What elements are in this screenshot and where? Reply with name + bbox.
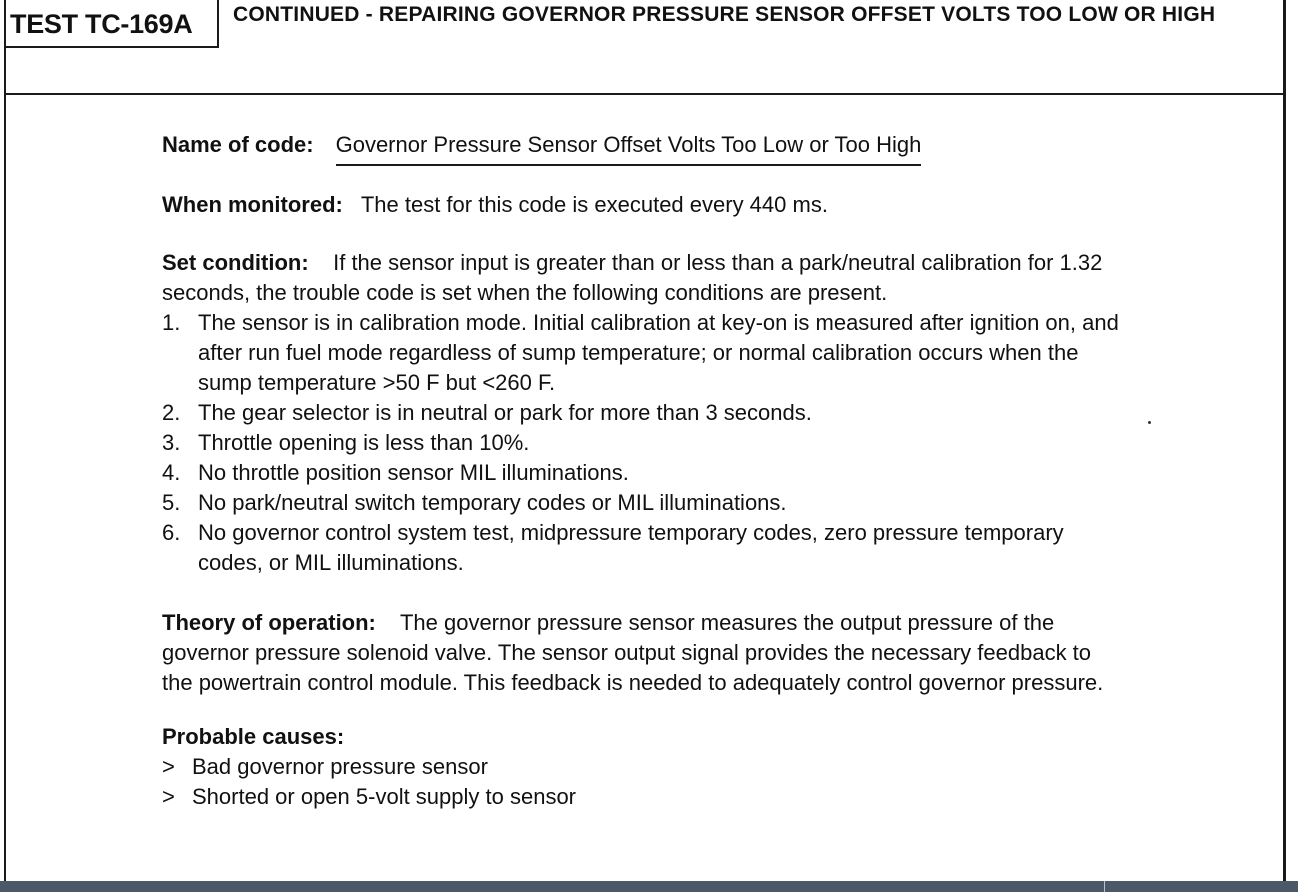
scan-speck: [1148, 421, 1151, 424]
condition-item: [162, 398, 1122, 428]
condition-text: No park/neutral switch temporary codes or MIL illuminations.: [198, 490, 787, 515]
set-condition-text: If the sensor input is greater than or less than a park/neutral calibration for 1.32 seconds, the trouble code is set when the following conditions are present.: [162, 250, 1103, 305]
viewer-bottom-bar: [0, 881, 1298, 892]
probable-causes-label: Probable causes:: [162, 724, 345, 749]
cause-marker-icon: >: [162, 754, 175, 779]
bottom-bar-divider: [1104, 881, 1105, 892]
condition-item: [162, 308, 1122, 398]
condition-item: [162, 518, 1122, 578]
cause-item: [162, 782, 1122, 812]
condition-text: No governor control system test, midpressure temporary codes, zero pressure temporary codes, or MIL illuminations.: [198, 520, 1064, 575]
condition-number: 6.: [162, 520, 181, 545]
condition-number: 5.: [162, 490, 181, 515]
header-band: [6, 0, 1283, 95]
condition-text: The gear selector is in neutral or park for more than 3 seconds.: [198, 400, 812, 425]
cause-text: Shorted or open 5-volt supply to sensor: [192, 784, 577, 809]
cause-marker-icon: >: [162, 784, 175, 809]
cause-item: [162, 752, 1122, 782]
when-monitored-paragraph: [162, 190, 1122, 220]
when-monitored-text: The test for this code is executed every 440 ms.: [360, 192, 828, 217]
probable-causes-list: [162, 752, 1122, 812]
header-title: CONTINUED - REPAIRING GOVERNOR PRESSURE SENSOR OFFSET VOLTS TOO LOW OR HIGH: [233, 3, 1216, 26]
name-of-code-value: Governor Pressure Sensor Offset Volts Too Low or Too High: [336, 130, 922, 166]
name-of-code-row: [162, 130, 1122, 174]
condition-number: 2.: [162, 400, 181, 425]
condition-item: [162, 458, 1122, 488]
condition-text: No throttle position sensor MIL illuminations.: [198, 460, 629, 485]
cause-text: Bad governor pressure sensor: [192, 754, 488, 779]
condition-number: 3.: [162, 430, 181, 455]
when-monitored-label: When monitored:: [162, 192, 343, 217]
condition-text: Throttle opening is less than 10%.: [198, 430, 530, 455]
set-condition-paragraph: [162, 248, 1122, 308]
theory-of-operation-text: The governor pressure sensor measures the output pressure of the governor pressure solenoid valve. The sensor output signal provides the necessary feedback to the powertrain control module. This feedback is needed to adequately control governor pressure.: [162, 610, 1104, 695]
name-of-code-label: Name of code:: [162, 132, 314, 157]
condition-item: [162, 488, 1122, 518]
probable-causes-heading: [162, 722, 1122, 752]
condition-list: [162, 308, 1122, 578]
condition-item: [162, 428, 1122, 458]
condition-number: 4.: [162, 460, 181, 485]
condition-number: 1.: [162, 310, 181, 335]
test-id-box: TEST TC-169A: [6, 0, 219, 48]
condition-text: The sensor is in calibration mode. Initial calibration at key-on is measured after ignition on, and after run fuel mode regardless of sump temperature; or normal calibration occurs when the sump temperature >50 F but <260 F.: [198, 310, 1119, 395]
set-condition-label: Set condition:: [162, 250, 309, 275]
document-body: [162, 130, 1122, 812]
theory-of-operation-paragraph: [162, 608, 1122, 698]
theory-of-operation-label: Theory of operation:: [162, 610, 376, 635]
